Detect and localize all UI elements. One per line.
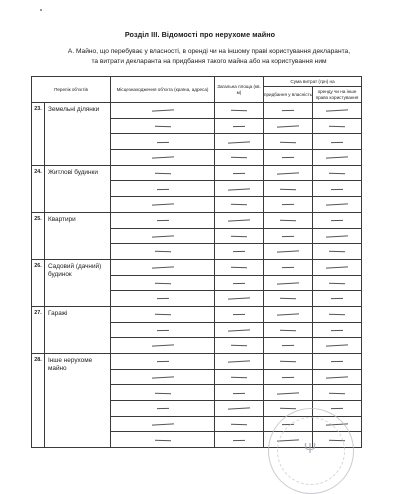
handwritten-dash	[329, 173, 345, 175]
handwritten-dash	[331, 330, 343, 331]
handwritten-dash	[329, 392, 345, 394]
area-cell	[215, 212, 264, 228]
handwritten-dash	[156, 361, 168, 362]
section-number: 27.	[32, 306, 45, 353]
area-cell	[215, 150, 264, 166]
table-row	[32, 103, 362, 119]
handwritten-dash	[326, 157, 348, 159]
acquire-cell	[264, 291, 313, 307]
header-acquire: придбання у власність	[264, 87, 313, 103]
handwritten-dash	[231, 267, 247, 269]
location-cell	[111, 306, 215, 322]
table-row	[32, 259, 362, 275]
handwritten-dash	[151, 423, 173, 425]
handwritten-dash	[233, 392, 245, 393]
area-cell	[215, 165, 264, 181]
handwritten-dash	[151, 204, 173, 206]
section-label: Гаражі	[45, 306, 111, 353]
handwritten-dash	[326, 204, 348, 206]
handwritten-dash	[228, 361, 250, 363]
section-title: Розділ III. Відомості про нерухоме майно	[124, 30, 276, 39]
area-cell	[215, 338, 264, 354]
rent-cell	[313, 244, 362, 260]
handwritten-dash	[277, 282, 299, 284]
handwritten-dash	[231, 424, 247, 426]
location-cell	[111, 432, 215, 448]
handwritten-dash	[233, 173, 245, 174]
area-cell	[215, 306, 264, 322]
handwritten-dash	[154, 282, 170, 284]
acquire-cell	[264, 118, 313, 134]
location-cell	[111, 165, 215, 181]
handwritten-dash	[228, 298, 250, 300]
rent-cell	[313, 354, 362, 370]
area-cell	[215, 134, 264, 150]
table-row	[32, 165, 362, 181]
handwritten-dash	[233, 251, 245, 252]
handwritten-dash	[233, 314, 245, 315]
handwritten-dash	[156, 298, 168, 299]
acquire-cell	[264, 244, 313, 260]
handwritten-dash	[154, 314, 170, 316]
acquire-cell	[264, 259, 313, 275]
subtitle-line-2: та витрати декларанта на придбання такого майна або на користування ним	[91, 57, 327, 65]
location-cell	[111, 181, 215, 197]
acquire-cell	[264, 150, 313, 166]
rent-cell	[313, 306, 362, 322]
handwritten-dash	[156, 141, 168, 142]
handwritten-dash	[280, 329, 296, 331]
section-label: Садовий (дачний) будинок	[45, 259, 111, 306]
handwritten-dash	[329, 282, 345, 284]
location-cell	[111, 118, 215, 134]
header-area: Загальна площа (кв. м)	[215, 77, 264, 103]
area-cell	[215, 322, 264, 338]
handwritten-dash	[151, 235, 173, 237]
rent-cell	[313, 118, 362, 134]
acquire-cell	[264, 212, 313, 228]
area-cell	[215, 259, 264, 275]
rent-cell	[313, 385, 362, 401]
rent-cell	[313, 181, 362, 197]
handwritten-dash	[277, 251, 299, 253]
rent-cell	[313, 291, 362, 307]
handwritten-dash	[331, 408, 343, 409]
handwritten-dash	[282, 204, 294, 205]
handwritten-dash	[228, 329, 250, 331]
handwritten-dash	[326, 376, 348, 378]
area-cell	[215, 432, 264, 448]
rent-cell	[313, 212, 362, 228]
handwritten-dash	[154, 392, 170, 394]
location-cell	[111, 369, 215, 385]
location-cell	[111, 401, 215, 417]
header-location: Місцезнаходження об'єкта (країна, адреса)	[111, 77, 215, 103]
handwritten-dash	[228, 188, 250, 190]
handwritten-dash	[282, 110, 294, 111]
acquire-cell	[264, 134, 313, 150]
handwritten-dash	[154, 173, 170, 175]
location-cell	[111, 338, 215, 354]
location-cell	[111, 134, 215, 150]
acquire-cell	[264, 306, 313, 322]
handwritten-dash	[151, 157, 173, 159]
handwritten-dash	[282, 157, 294, 158]
rent-cell	[313, 165, 362, 181]
rent-cell	[313, 103, 362, 119]
handwritten-dash	[151, 345, 173, 347]
handwritten-dash	[231, 377, 247, 379]
rent-cell	[313, 150, 362, 166]
location-cell	[111, 416, 215, 432]
area-cell	[215, 181, 264, 197]
section-number: 24.	[32, 165, 45, 212]
location-cell	[111, 291, 215, 307]
location-cell	[111, 212, 215, 228]
header-rent: оренду чи на інше право користування	[313, 87, 362, 103]
handwritten-dash	[277, 313, 299, 315]
area-cell	[215, 244, 264, 260]
section-number: 25.	[32, 212, 45, 259]
handwritten-dash	[231, 345, 247, 347]
acquire-cell	[264, 103, 313, 119]
real-estate-table	[31, 76, 362, 448]
area-cell	[215, 228, 264, 244]
handwritten-dash	[156, 408, 168, 409]
handwritten-dash	[228, 141, 250, 143]
handwritten-dash	[282, 267, 294, 268]
acquire-cell	[264, 228, 313, 244]
handwritten-dash	[282, 236, 294, 237]
handwritten-dash	[331, 298, 343, 299]
location-cell	[111, 322, 215, 338]
acquire-cell	[264, 385, 313, 401]
handwritten-dash	[326, 110, 348, 112]
area-cell	[215, 369, 264, 385]
area-cell	[215, 291, 264, 307]
acquire-cell	[264, 354, 313, 370]
handwritten-dash	[233, 283, 245, 284]
handwritten-dash	[228, 219, 250, 221]
handwritten-dash	[228, 408, 250, 410]
table-row	[32, 354, 362, 370]
official-stamp	[268, 408, 354, 494]
area-cell	[215, 103, 264, 119]
handwritten-dash	[151, 376, 173, 378]
location-cell	[111, 385, 215, 401]
location-cell	[111, 244, 215, 260]
handwritten-dash	[331, 141, 343, 142]
area-cell	[215, 385, 264, 401]
handwritten-dash	[331, 188, 343, 189]
header-item: Перелік об'єктів	[32, 77, 111, 103]
section-label: Земельні ділянки	[45, 103, 111, 166]
area-cell	[215, 354, 264, 370]
handwritten-dash	[154, 251, 170, 253]
location-cell	[111, 259, 215, 275]
rent-cell	[313, 369, 362, 385]
handwritten-dash	[154, 439, 170, 441]
location-cell	[111, 228, 215, 244]
handwritten-dash	[231, 110, 247, 112]
acquire-cell	[264, 197, 313, 213]
area-cell	[215, 197, 264, 213]
handwritten-dash	[329, 251, 345, 253]
handwritten-dash	[326, 345, 348, 347]
handwritten-dash	[233, 439, 245, 440]
rent-cell	[313, 322, 362, 338]
handwritten-dash	[231, 157, 247, 159]
handwritten-dash	[329, 126, 345, 128]
handwritten-dash	[280, 298, 296, 300]
handwritten-dash	[326, 266, 348, 268]
section-label: Квартири	[45, 212, 111, 259]
handwritten-dash	[280, 188, 296, 190]
rent-cell	[313, 259, 362, 275]
subtitle-line-1: А. Майно, що перебуває у власності, в оренді чи на іншому праві користування декларанта,	[67, 48, 351, 55]
table-row	[32, 212, 362, 228]
rent-cell	[313, 338, 362, 354]
area-cell	[215, 275, 264, 291]
area-cell	[215, 401, 264, 417]
acquire-cell	[264, 322, 313, 338]
handwritten-dash	[156, 330, 168, 331]
trident-icon: Ψ	[303, 440, 317, 457]
table-body	[32, 103, 362, 448]
section-label: Житлові будинки	[45, 165, 111, 212]
handwritten-dash	[331, 361, 343, 362]
section-subtitle	[44, 47, 374, 66]
section-number: 26.	[32, 259, 45, 306]
handwritten-dash	[277, 125, 299, 127]
rent-cell	[313, 134, 362, 150]
handwritten-dash	[277, 172, 299, 174]
handwritten-dash	[331, 220, 343, 221]
handwritten-dash	[156, 220, 168, 221]
location-cell	[111, 150, 215, 166]
handwritten-dash	[280, 220, 296, 222]
section-number: 23.	[32, 103, 45, 166]
handwritten-dash	[231, 204, 247, 206]
location-cell	[111, 197, 215, 213]
handwritten-dash	[233, 126, 245, 127]
handwritten-dash	[151, 110, 173, 112]
acquire-cell	[264, 181, 313, 197]
table-row	[32, 306, 362, 322]
handwritten-dash	[282, 377, 294, 378]
handwritten-dash	[277, 392, 299, 394]
handwritten-dash	[329, 314, 345, 316]
handwritten-dash	[280, 141, 296, 143]
header-costs: Сума витрат (грн) на	[264, 77, 362, 87]
rent-cell	[313, 228, 362, 244]
location-cell	[111, 354, 215, 370]
handwritten-dash	[280, 408, 296, 410]
location-cell	[111, 275, 215, 291]
area-cell	[215, 118, 264, 134]
acquire-cell	[264, 165, 313, 181]
acquire-cell	[264, 369, 313, 385]
acquire-cell	[264, 338, 313, 354]
handwritten-dash	[282, 345, 294, 346]
handwritten-dash	[156, 188, 168, 189]
section-number: 28.	[32, 354, 45, 448]
area-cell	[215, 416, 264, 432]
handwritten-dash	[231, 235, 247, 237]
handwritten-dash	[154, 126, 170, 128]
handwritten-dash	[151, 266, 173, 268]
rent-cell	[313, 275, 362, 291]
scan-speck	[40, 9, 42, 11]
rent-cell	[313, 197, 362, 213]
location-cell	[111, 103, 215, 119]
acquire-cell	[264, 275, 313, 291]
handwritten-dash	[326, 235, 348, 237]
section-label: Інше нерухоме майно	[45, 354, 111, 448]
handwritten-dash	[280, 361, 296, 363]
